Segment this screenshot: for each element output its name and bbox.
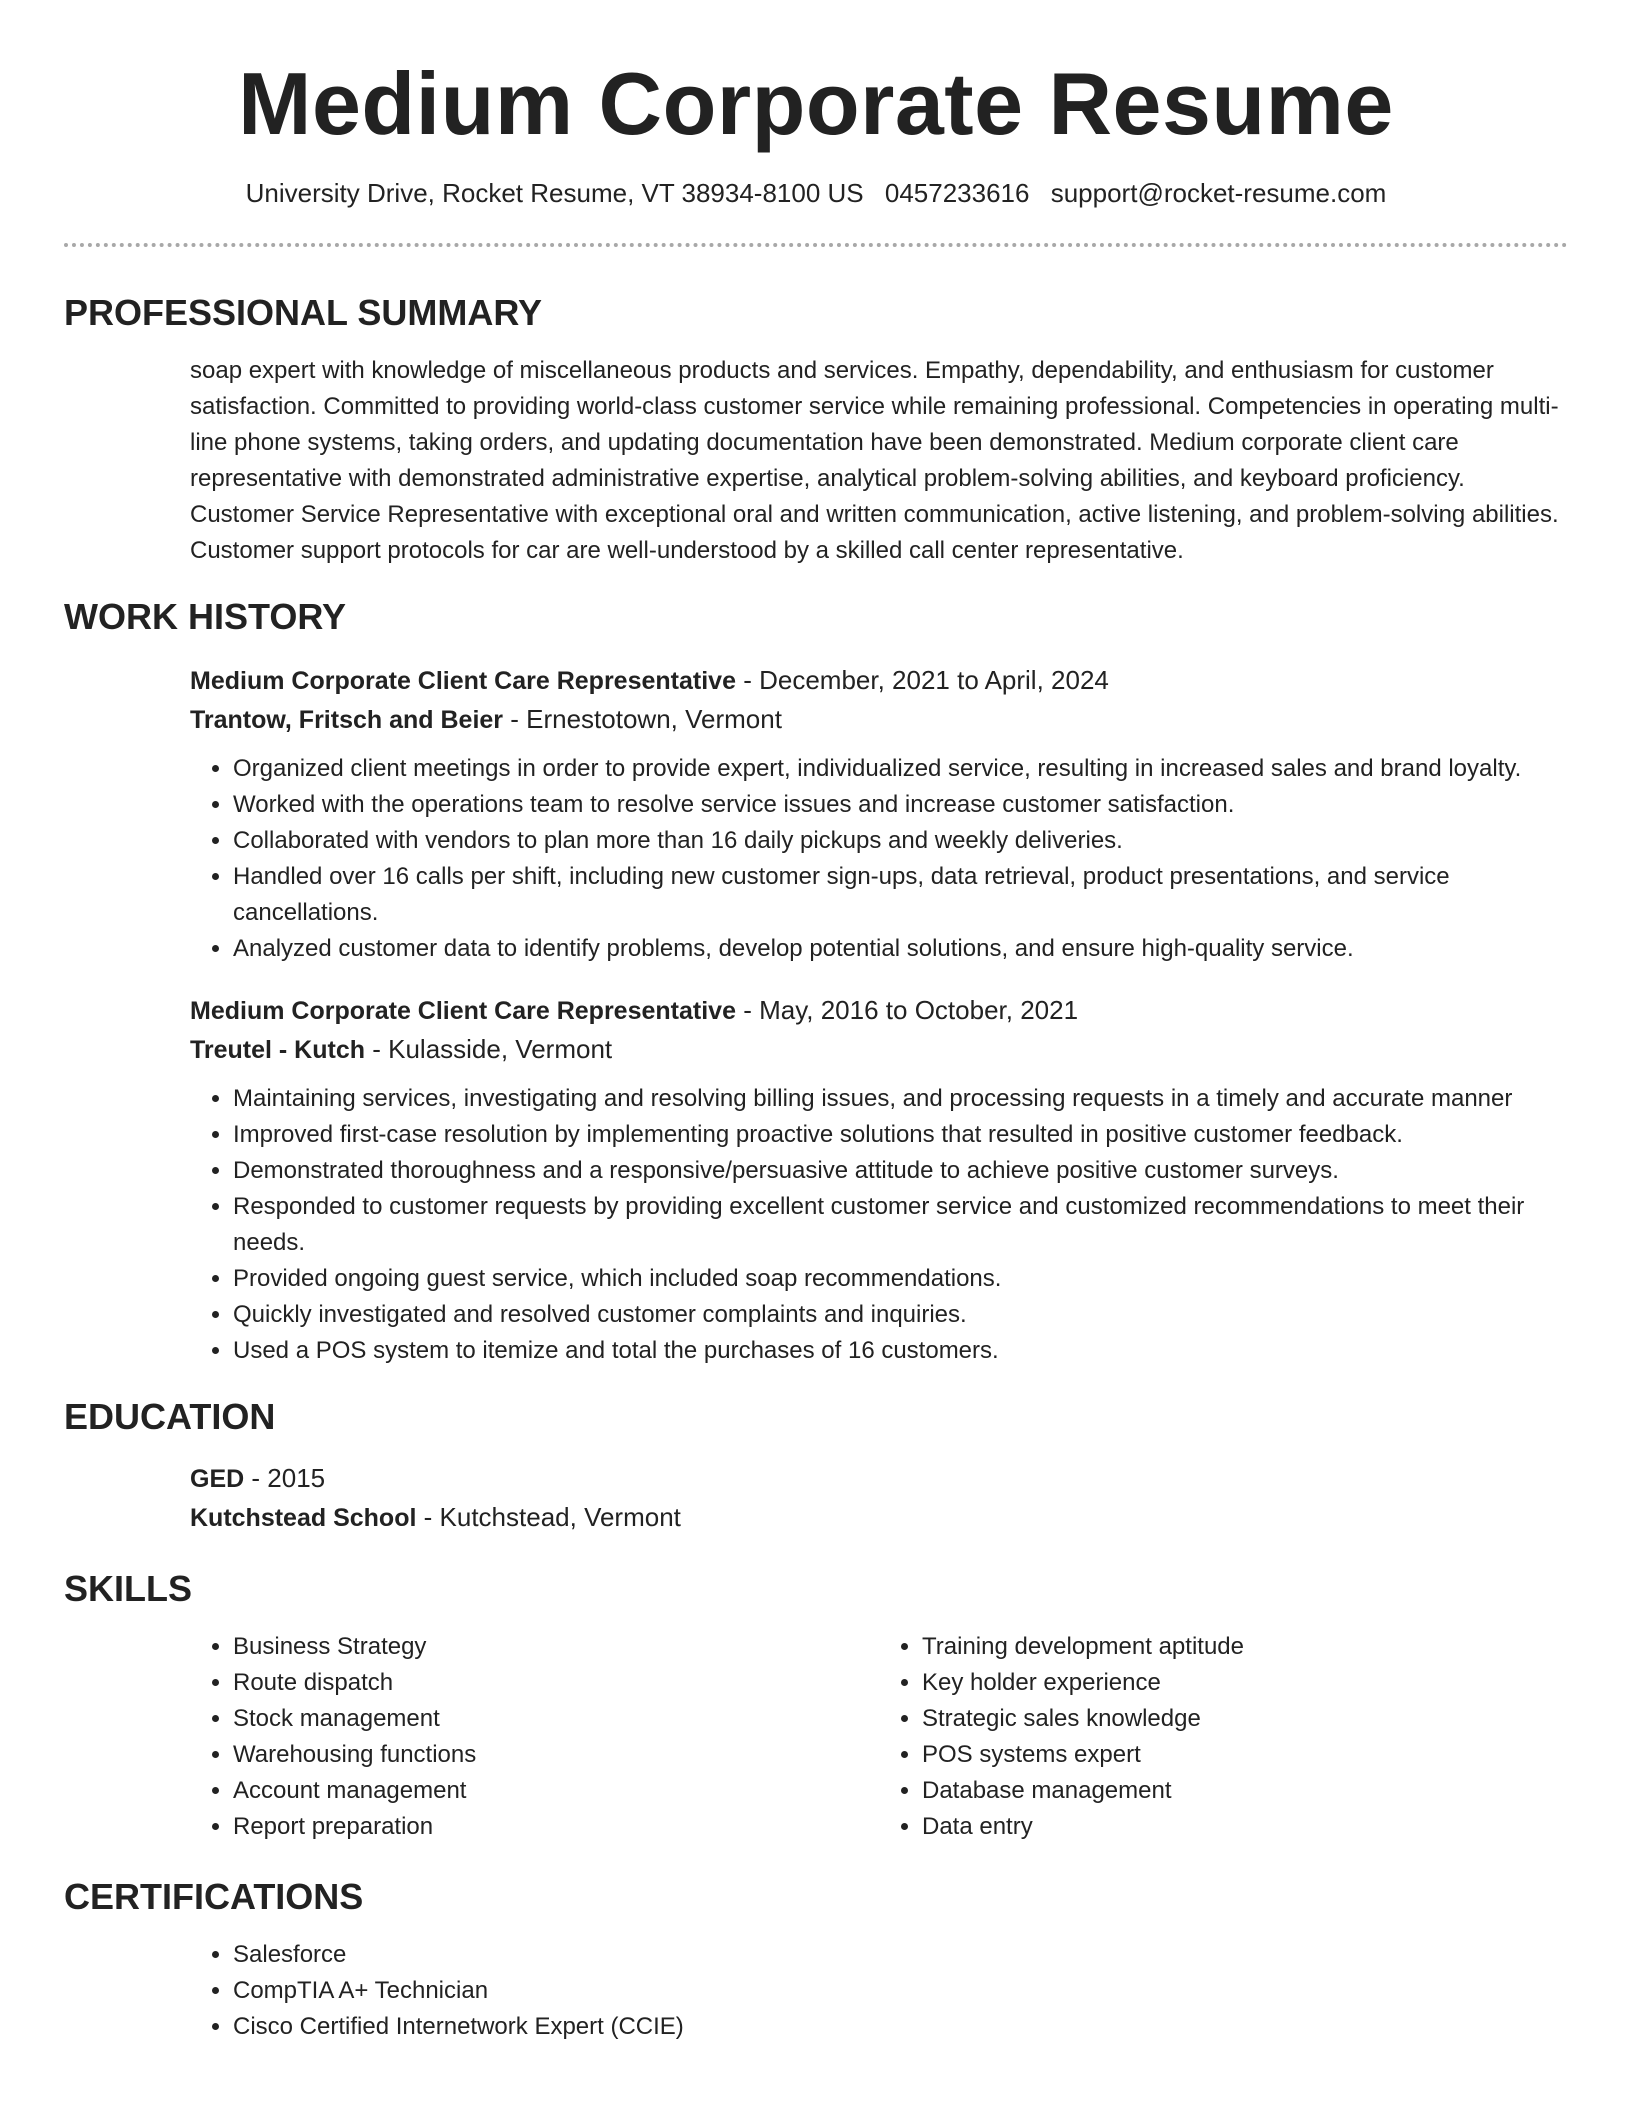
skill-item: • Business Strategy [233, 1629, 879, 1665]
skill-item: • Data entry [922, 1809, 1568, 1845]
skills-section [64, 1629, 1568, 1845]
skill-item: • Strategic sales knowledge [922, 1701, 1568, 1737]
list-item: • Maintaining services, investigating and resolving billing issues, and processing requests in a timely and accurate manner [233, 1081, 1568, 1117]
list-item: • Demonstrated thoroughness and a responsive/persuasive attitude to achieve positive customer surveys. [233, 1153, 1568, 1189]
list-item: • Analyzed customer data to identify problems, develop potential solutions, and ensure high-quality service. [233, 931, 1568, 967]
job-company-line [190, 1030, 1568, 1069]
summary-heading: PROFESSIONAL SUMMARY [64, 292, 543, 333]
education-heading: EDUCATION [64, 1396, 276, 1437]
contact-email: support@rocket-resume.com [1050, 178, 1387, 208]
work-history-section [64, 661, 1568, 1369]
skill-item: • Training development aptitude [922, 1629, 1568, 1665]
job-duties-list [190, 751, 1568, 967]
skills-heading: SKILLS [64, 1568, 193, 1609]
list-item: • Responded to customer requests by providing excellent customer service and customized recommendations to meet their needs. [233, 1189, 1568, 1261]
skill-item: • POS systems expert [922, 1737, 1568, 1773]
job-location: - Kulasside, Vermont [365, 1034, 613, 1064]
skill-item: • Stock management [233, 1701, 879, 1737]
school-line [190, 1498, 1568, 1537]
skill-item: • Database management [922, 1773, 1568, 1809]
job-company-line [190, 700, 1568, 739]
job-company: Treutel - Kutch [190, 1036, 366, 1064]
job-entry [190, 991, 1568, 1369]
list-item: • Quickly investigated and resolved customer complaints and inquiries. [233, 1297, 1568, 1333]
certification-item: • Cisco Certified Internetwork Expert (CCIE) [233, 2009, 1568, 2045]
certifications-list [190, 1937, 1568, 2045]
resume-name: Medium Corporate Resume [238, 54, 1394, 153]
skills-list-right [879, 1629, 1568, 1845]
job-duties-list [190, 1081, 1568, 1369]
education-entry [64, 1459, 1568, 1537]
degree-line [190, 1459, 1568, 1498]
list-item: • Organized client meetings in order to provide expert, individualized service, resulting in increased sales and brand loyalty. [233, 751, 1568, 787]
list-item: • Improved first-case resolution by implementing proactive solutions that resulted in positive customer feedback. [233, 1117, 1568, 1153]
skill-item: • Warehousing functions [233, 1737, 879, 1773]
header-divider [64, 243, 1568, 247]
job-location: - Ernestotown, Vermont [503, 704, 782, 734]
job-dates: - May, 2016 to October, 2021 [735, 995, 1079, 1025]
job-title-line [190, 661, 1568, 700]
job-position: Medium Corporate Client Care Representative [190, 997, 736, 1025]
skills-list-left [190, 1629, 879, 1845]
job-title-line [190, 991, 1568, 1030]
skill-item: • Route dispatch [233, 1665, 879, 1701]
list-item: • Provided ongoing guest service, which included soap recommendations. [233, 1261, 1568, 1297]
summary-text: soap expert with knowledge of miscellaneous products and services. Empathy, dependability, and enthusiasm for customer satisfaction. Committed to providing world-class customer service while remaining professional. Competencies in operating multi-line phone systems, taking orders, and updating documentation have been demonstrated. Medium corporate client care representative with demonstrated administrative expertise, analytical problem-solving abilities, and keyboard proficiency. Customer Service Representative with exceptional oral and written communication, active listening, and problem-solving abilities. Customer support protocols for car are well-understood by a skilled call center representative. [190, 357, 1559, 564]
work-history-heading: WORK HISTORY [64, 596, 347, 637]
certifications-heading: CERTIFICATIONS [64, 1876, 364, 1917]
contact-phone: 0457233616 [884, 178, 1030, 208]
job-entry [190, 661, 1568, 967]
skill-item: • Key holder experience [922, 1665, 1568, 1701]
list-item: • Collaborated with vendors to plan more than 16 daily pickups and weekly deliveries. [233, 823, 1568, 859]
job-dates: - December, 2021 to April, 2024 [735, 665, 1109, 695]
certification-item: • CompTIA A+ Technician [233, 1973, 1568, 2009]
skill-item: • Report preparation [233, 1809, 879, 1845]
contact-address: University Drive, Rocket Resume, VT 38934-8100 US [245, 178, 864, 208]
degree: GED [190, 1465, 245, 1493]
list-item: • Used a POS system to itemize and total the purchases of 16 customers. [233, 1333, 1568, 1369]
school-location: - Kutchstead, Vermont [416, 1502, 681, 1532]
skills-columns [190, 1629, 1568, 1845]
job-company: Trantow, Fritsch and Beier [190, 706, 504, 734]
degree-year: - 2015 [244, 1463, 326, 1493]
job-position: Medium Corporate Client Care Representative [190, 667, 736, 695]
list-item: • Handled over 16 calls per shift, including new customer sign-ups, data retrieval, product presentations, and service cancellations. [233, 859, 1568, 931]
contact-line [64, 176, 1568, 210]
certification-item: • Salesforce [233, 1937, 1568, 1973]
skill-item: • Account management [233, 1773, 879, 1809]
school-name: Kutchstead School [190, 1504, 417, 1532]
certifications-section [64, 1937, 1568, 2045]
list-item: • Worked with the operations team to resolve service issues and increase customer satisfaction. [233, 787, 1568, 823]
